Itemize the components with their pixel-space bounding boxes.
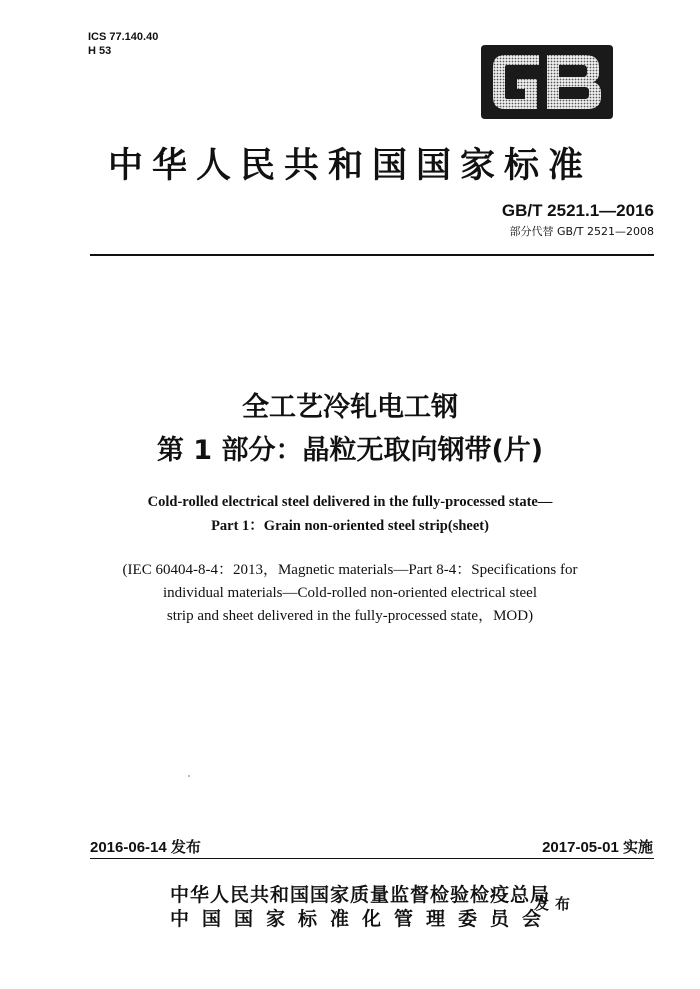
title-cn-line1: 全工艺冷轧电工钢 <box>242 392 458 423</box>
iec-reference-line2: individual materials—Cold-rolled non-oriented electrical steel <box>162 585 538 601</box>
issuer-sac: 中国国家标准化管理委员会 <box>170 908 555 930</box>
gb-logo-mark <box>481 45 613 119</box>
classification-codes <box>88 30 158 58</box>
title-en-line1: Cold-rolled electrical steel delivered in the fully-processed state— <box>147 494 553 510</box>
speck <box>188 775 190 777</box>
gb-logo <box>481 45 613 123</box>
standard-number-block <box>502 201 654 239</box>
iec-reference-line3: strip and sheet delivered in the fully-processed state，MOD) <box>166 608 534 624</box>
issue-date: 2016-06-14 发布 <box>90 839 201 856</box>
title-en-line2: Part 1：Grain non-oriented steel strip(sheet) <box>211 518 489 534</box>
iec-reference <box>0 559 700 628</box>
ccs-code: H 53 <box>88 45 112 57</box>
publish-label: 发布 <box>534 895 577 913</box>
header-divider <box>90 254 654 256</box>
implementation-date: 2017-05-01 实施 <box>542 839 653 856</box>
issuer-aqsiq: 中华人民共和国国家质量监督检验检疫总局 <box>170 884 551 906</box>
title-cn-line2: 第 1 部分：晶粒无取向钢带(片) <box>156 435 544 466</box>
replaces-note: 部分代替 GB/T 2521—2008 <box>509 225 654 238</box>
standard-number: GB/T 2521.1—2016 <box>501 201 654 220</box>
national-standard-name: 中华人民共和国国家标准 <box>107 145 592 186</box>
iec-reference-line1: (IEC 60404-8-4：2013，Magnetic materials—Part 8-4：Specifications for <box>122 562 578 578</box>
ics-code: ICS 77.140.40 <box>88 31 159 43</box>
footer-divider <box>90 858 654 859</box>
